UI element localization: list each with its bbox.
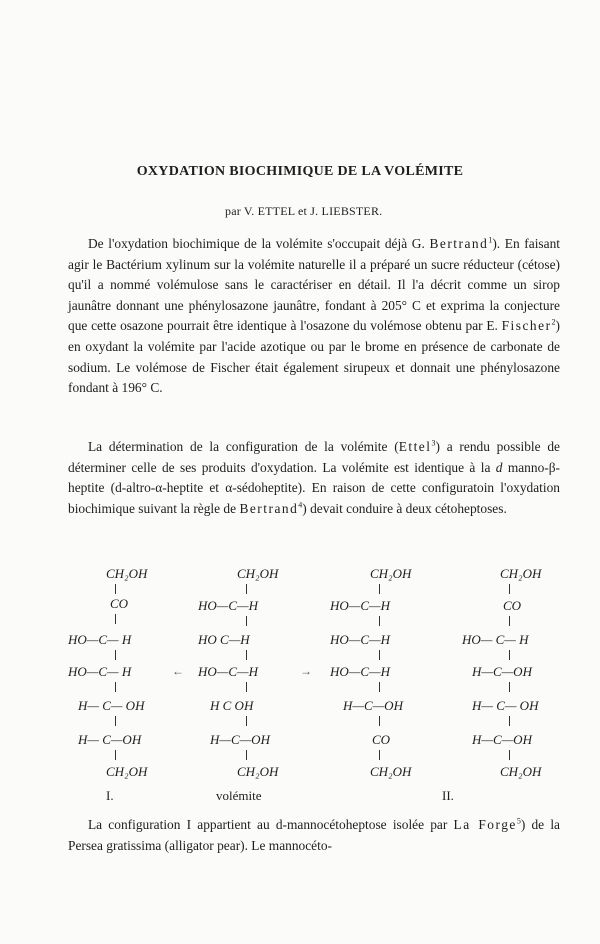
bond bbox=[509, 616, 510, 626]
footnote-ref: 4 bbox=[298, 500, 303, 510]
formula-2-line-3: HO C—H bbox=[198, 632, 250, 647]
bond bbox=[379, 616, 380, 626]
article-title: OXYDATION BIOCHIMIQUE DE LA VOLÉMITE bbox=[136, 164, 464, 179]
formula-2-line-2: HO—C—H bbox=[198, 598, 258, 613]
author-name: Ettel bbox=[398, 439, 432, 454]
bond bbox=[115, 584, 116, 594]
bond bbox=[115, 682, 116, 692]
formula-2-line-6: H—C—OH bbox=[210, 732, 270, 747]
formula-3-line-2: HO—C—H bbox=[330, 598, 390, 613]
text-run: De l'oxydation biochimique de la volémite s'occupait déjà G. bbox=[88, 236, 430, 251]
bond bbox=[509, 682, 510, 692]
bond bbox=[379, 750, 380, 760]
text-run: manno-β-heptite (d-altro-α-heptite et α-sédoheptite). En raison de cette configuratoin l'oxydation biochimique suivant la règle de bbox=[68, 459, 561, 516]
italic-d: d bbox=[495, 459, 503, 475]
formula-1-line-7: CH₂OH bbox=[106, 764, 148, 779]
paragraph-2 bbox=[68, 437, 560, 519]
bond bbox=[246, 682, 247, 692]
bond bbox=[115, 650, 116, 660]
formula-1-line-6: H— C—OH bbox=[78, 732, 142, 747]
footnote-ref: 1 bbox=[488, 235, 493, 245]
text-run: ). En faisant agir le Bactérium xylinum sur la volémite naturelle il a préparé un sucre réducteur (cétose) qu'il a nommé volémulose sans le caractériser en détail. Il l'a décrit comme un sirop jaunâtre donnant une phénylosazone jaunâtre, fondant à 205° C et exprima la conjecture que cette osazone pourrait être identique à l'osazone du volémose obtenu par E. bbox=[68, 236, 560, 334]
bond bbox=[509, 584, 510, 594]
bond bbox=[379, 650, 380, 660]
author-name: Bertrand bbox=[429, 236, 489, 251]
formula-4-line-7: CH₂OH bbox=[500, 764, 542, 779]
author-name: La Forge bbox=[453, 817, 517, 832]
footnote-ref: 3 bbox=[431, 438, 436, 448]
formula-label-2: II. bbox=[442, 788, 454, 803]
text-run: ) a rendu possible de déterminer celle de ses produits d'oxydation. La volémite est identique à la bbox=[68, 439, 560, 475]
paragraph-1 bbox=[68, 234, 560, 399]
formula-4-line-2: CO bbox=[503, 598, 522, 613]
bond bbox=[509, 750, 510, 760]
bond bbox=[246, 650, 247, 660]
formula-3-line-5: H—C—OH bbox=[343, 698, 403, 713]
bond bbox=[509, 716, 510, 726]
formula-1-line-3: HO—C— H bbox=[68, 632, 132, 647]
bond bbox=[509, 650, 510, 660]
formula-4-line-6: H—C—OH bbox=[472, 732, 532, 747]
formula-4-line-1: CH₂OH bbox=[500, 566, 542, 581]
formula-3-line-3: HO—C—H bbox=[330, 632, 390, 647]
formula-4-line-4: H—C—OH bbox=[472, 664, 532, 679]
bond bbox=[246, 750, 247, 760]
formula-2-line-5: H C OH bbox=[210, 698, 254, 713]
formula-label-volemite: volémite bbox=[216, 788, 262, 803]
formula-1-line-5: H— C— OH bbox=[78, 698, 145, 713]
article-authors: par V. ETTEL et J. LIEBSTER. bbox=[225, 204, 383, 218]
text-run: ) devait conduire à deux cétoheptoses. bbox=[302, 500, 507, 516]
bond bbox=[115, 716, 116, 726]
formula-1-line-2: CO bbox=[110, 596, 129, 611]
formula-1-line-4: HO—C— H bbox=[68, 664, 132, 679]
text-run: ) de la Persea gratissima (alligator pear). Le mannocéto- bbox=[68, 817, 560, 853]
bond bbox=[379, 716, 380, 726]
text-run: La configuration I appartient au d-mannocétoheptose isolée par bbox=[88, 817, 454, 832]
formula-4-line-3: HO— C— H bbox=[462, 632, 529, 647]
formula-1-line-1: CH₂OH bbox=[106, 566, 148, 581]
author-name: Bertrand bbox=[239, 500, 299, 516]
bond bbox=[379, 584, 380, 594]
formula-4-line-5: H— C— OH bbox=[472, 698, 539, 713]
bond bbox=[246, 716, 247, 726]
footnote-ref: 5 bbox=[516, 816, 521, 826]
arrow-left: ← bbox=[172, 664, 184, 678]
formula-2-line-7: CH₂OH bbox=[237, 764, 279, 779]
formula-2-line-4: HO—C—H bbox=[198, 664, 258, 679]
bond bbox=[246, 616, 247, 626]
formula-label-1: I. bbox=[106, 788, 114, 803]
formula-2-line-1: CH₂OH bbox=[237, 566, 279, 581]
author-name: Fischer bbox=[501, 318, 552, 334]
formula-3-line-1: CH₂OH bbox=[370, 566, 412, 581]
arrow-right: → bbox=[300, 664, 312, 678]
formula-3-line-7: CH₂OH bbox=[370, 764, 412, 779]
paragraph-3 bbox=[68, 815, 560, 856]
text-run: ) en oxydant la volémite par l'acide azotique ou par le brome en présence de carbonate de sodium. Le volémose de Fischer était également sirupeux et donnait une phénylosazone fondant à 196° C. bbox=[68, 318, 560, 396]
bond bbox=[246, 584, 247, 594]
bond bbox=[115, 750, 116, 760]
bond bbox=[379, 682, 380, 692]
bond bbox=[115, 614, 116, 624]
formula-3-line-6: CO bbox=[372, 732, 391, 747]
text-run: La détermination de la configuration de la volémite ( bbox=[88, 439, 399, 454]
footnote-ref: 2 bbox=[551, 317, 556, 327]
formula-3-line-4: HO—C—H bbox=[330, 664, 390, 679]
